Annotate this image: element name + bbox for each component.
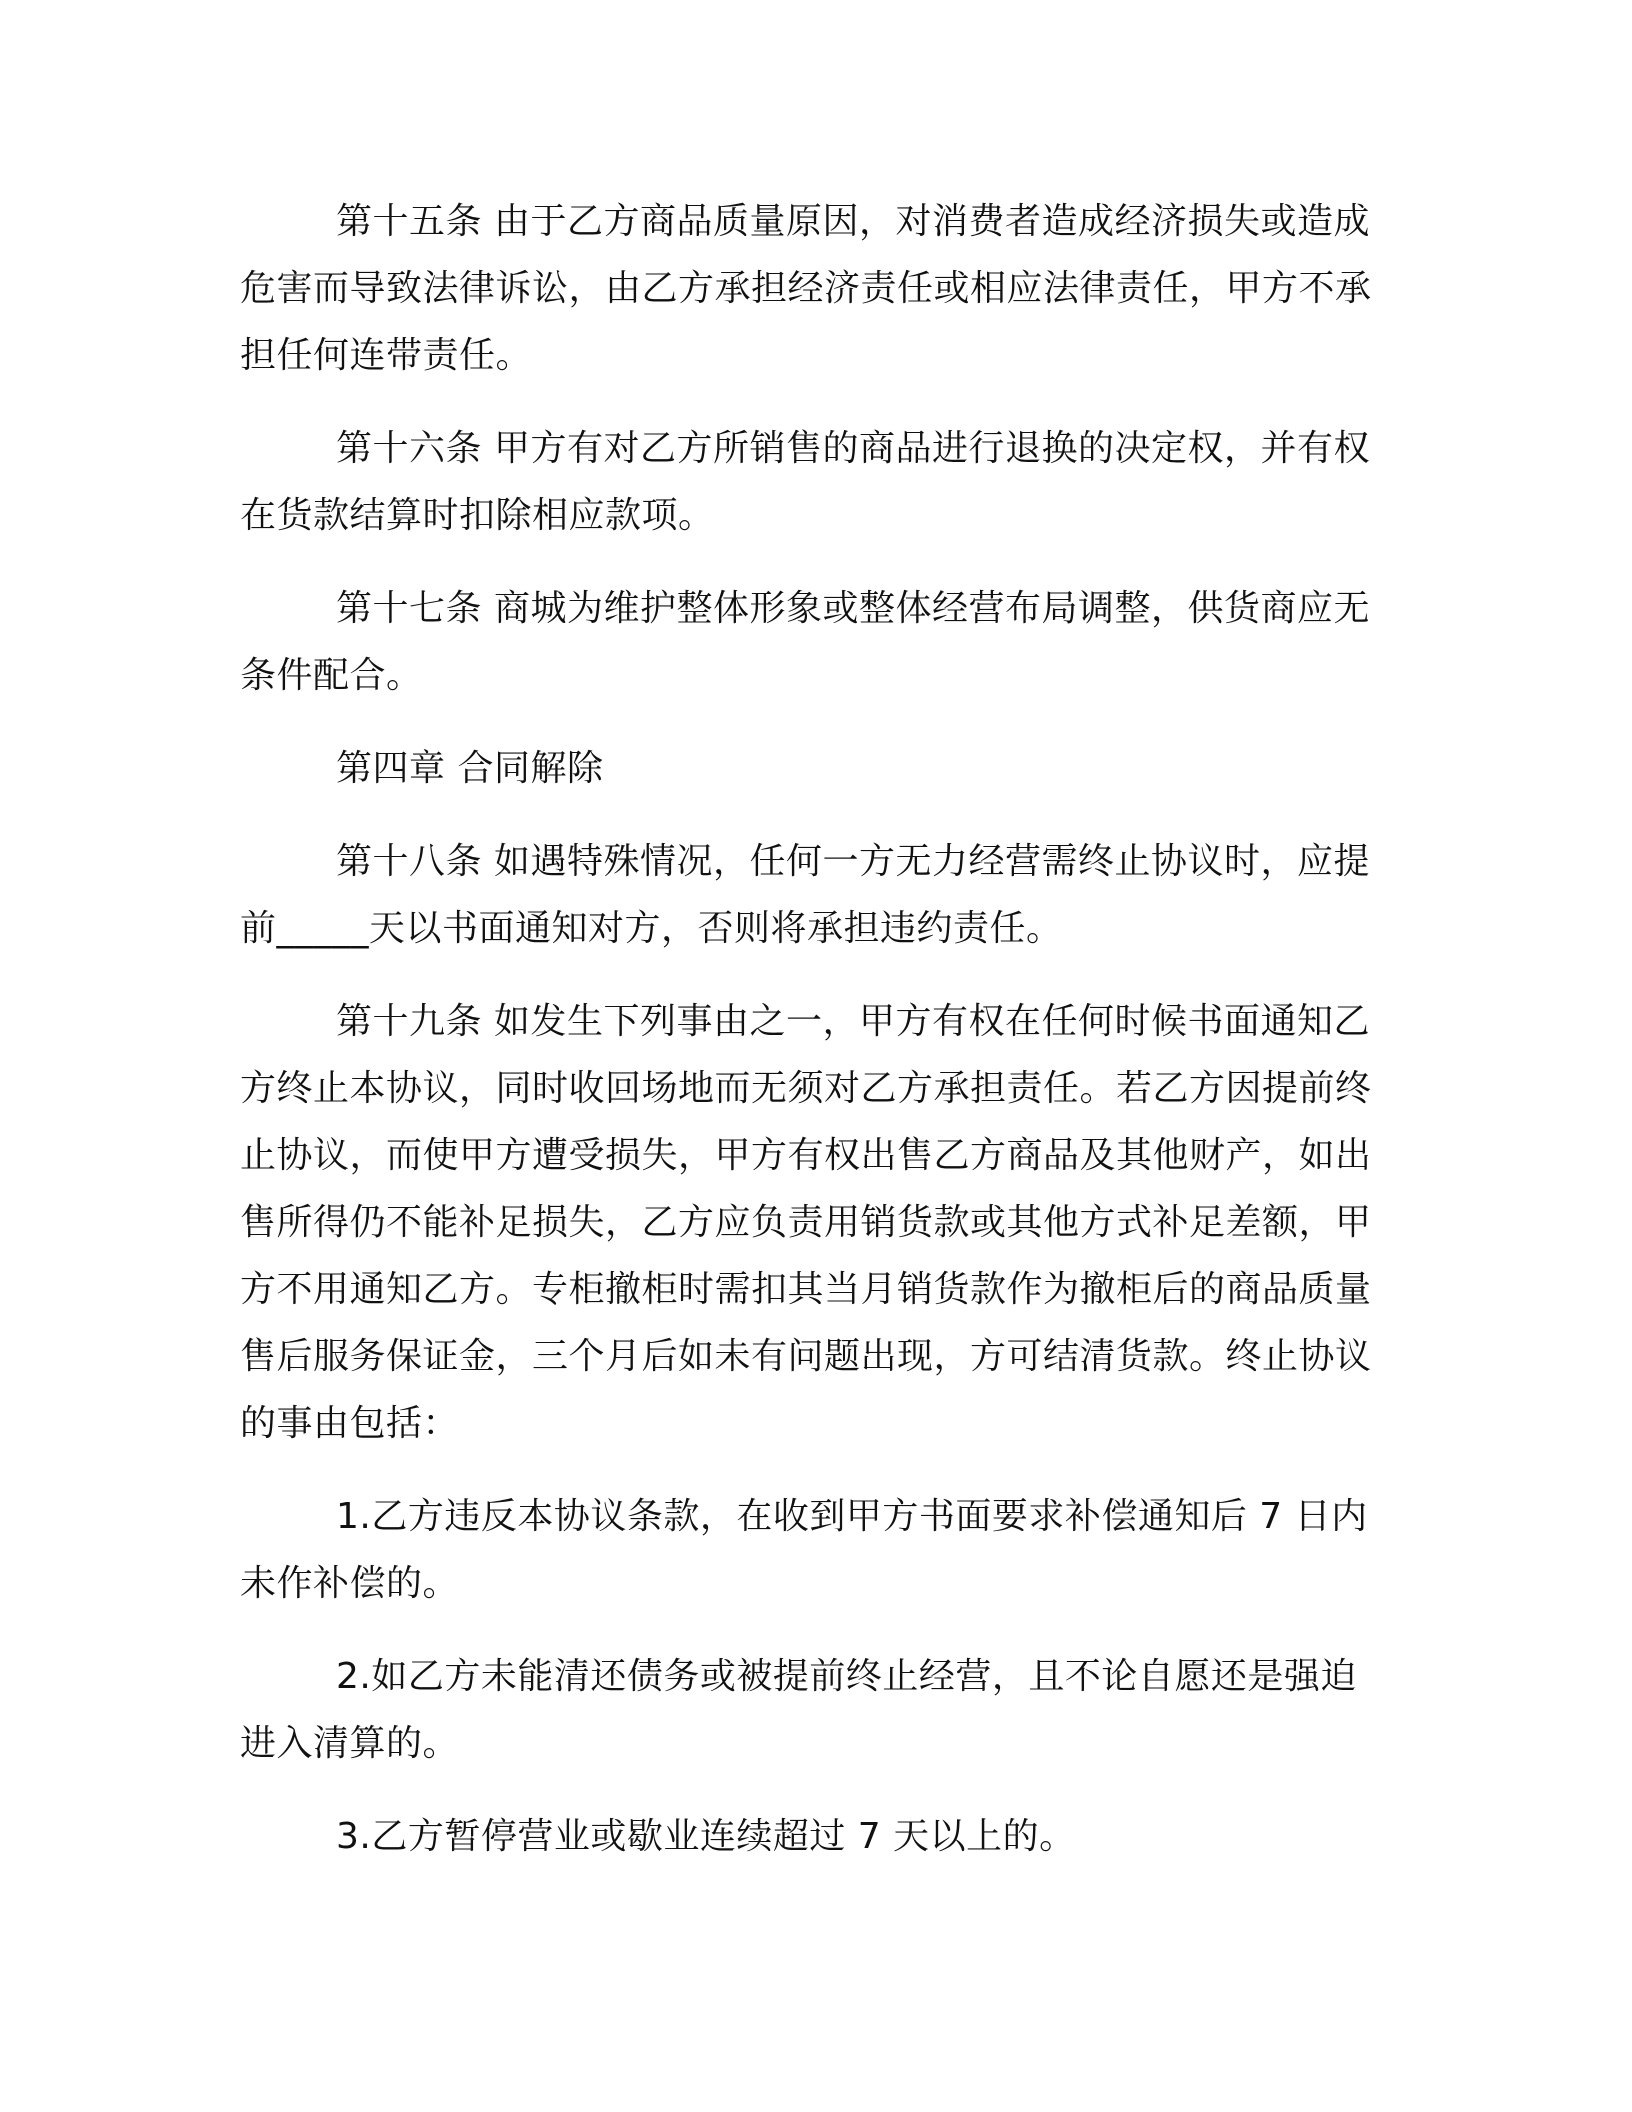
- termination-item-3: 3.乙方暂停营业或歇业连续超过 7 天以上的。: [336, 1816, 1076, 1857]
- article-17: 第十七条 商城为维护整体形象或整体经营布局调整，供货商应无条件配合。: [240, 588, 1370, 696]
- document-body: [240, 188, 1390, 1870]
- chapter-4-heading: 第四章 合同解除: [336, 748, 604, 789]
- article-15: 第十五条 由于乙方商品质量原因，对消费者造成经济损失或造成危害而导致法律诉讼，由乙方承担经济责任或相应法律责任，甲方不承担任何连带责任。: [240, 201, 1372, 376]
- termination-item-1: 1.乙方违反本协议条款，在收到甲方书面要求补偿通知后 7 日内未作补偿的。: [240, 1496, 1368, 1604]
- article-18: 第十八条 如遇特殊情况，任何一方无力经营需终止协议时，应提前_____天以书面通知对方，否则将承担违约责任。: [240, 841, 1370, 949]
- article-19: 第十九条 如发生下列事由之一，甲方有权在任何时候书面通知乙方终止本协议，同时收回场地而无须对乙方承担责任。若乙方因提前终止协议，而使甲方遭受损失，甲方有权出售乙方商品及其他财产，如出售所得仍不能补足损失，乙方应负责用销货款或其他方式补足差额，甲方不用通知乙方。专柜撤柜时需扣其当月销货款作为撤柜后的商品质量售后服务保证金，三个月后如未有问题出现，方可结清货款。终止协议的事由包括：: [240, 1001, 1372, 1444]
- termination-item-2: 2.如乙方未能清还债务或被提前终止经营，且不论自愿还是强迫进入清算的。: [240, 1656, 1357, 1764]
- article-16: 第十六条 甲方有对乙方所销售的商品进行退换的决定权，并有权在货款结算时扣除相应款项。: [240, 428, 1370, 536]
